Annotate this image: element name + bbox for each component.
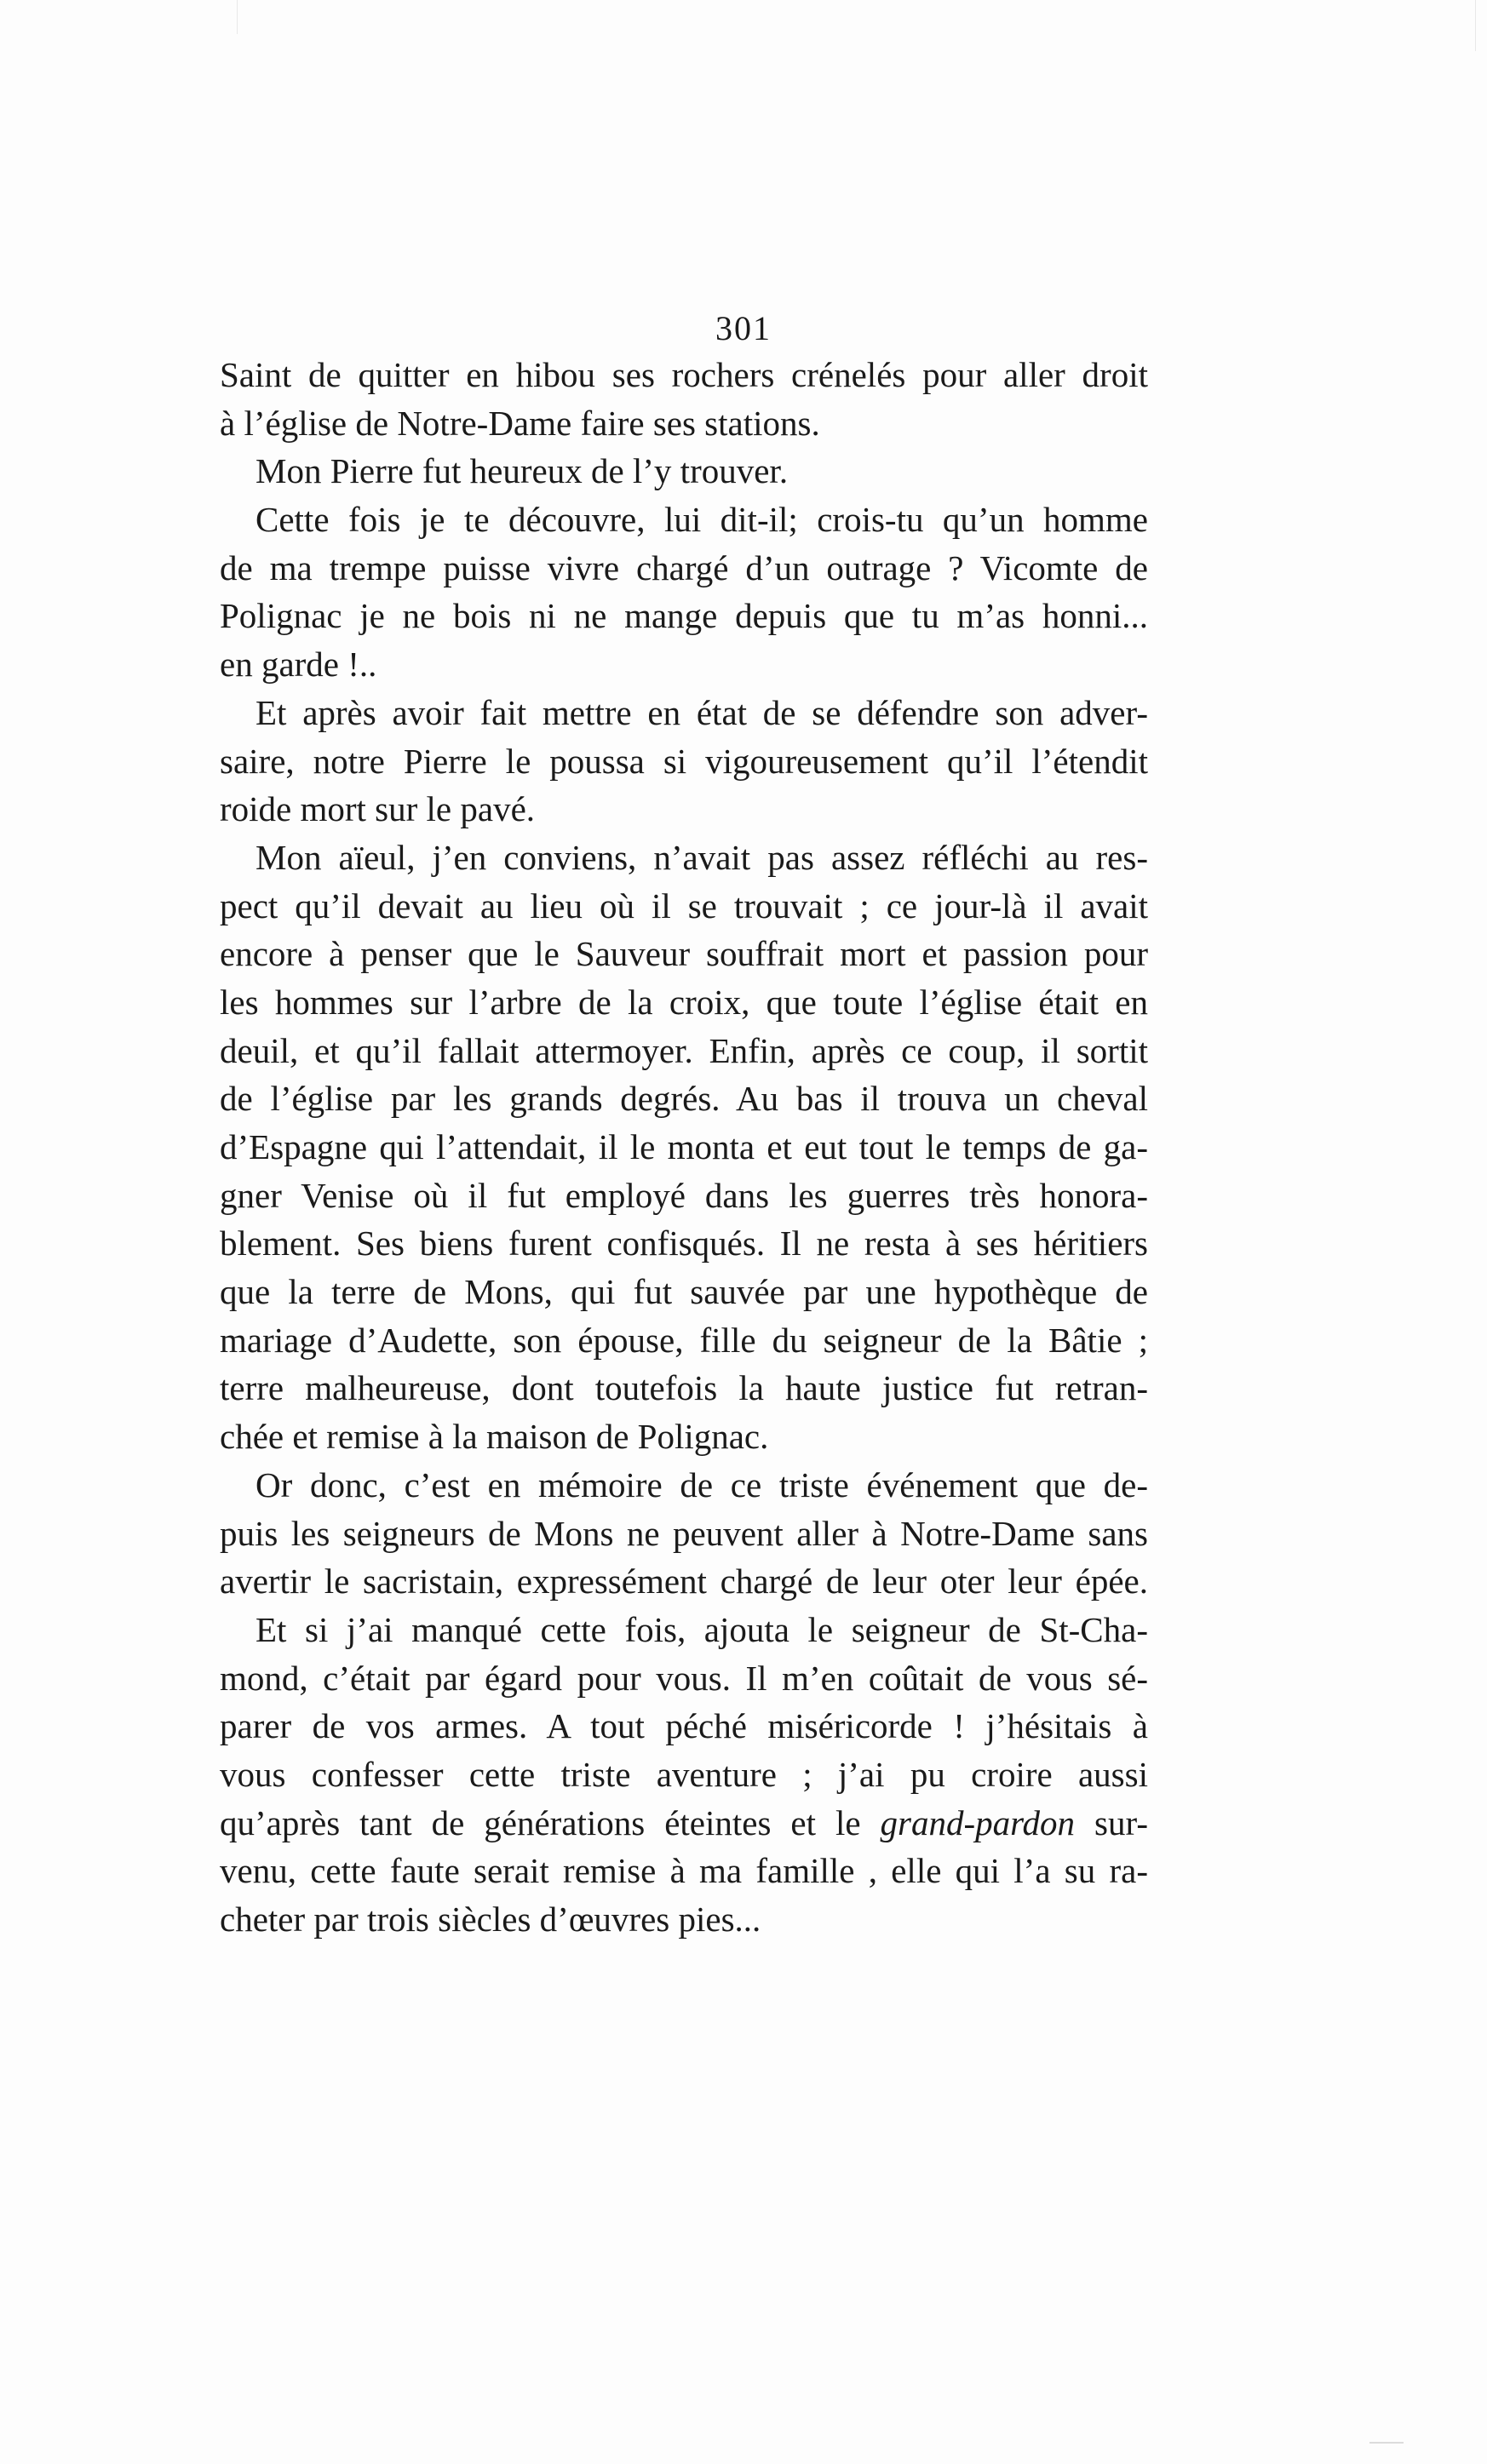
text-line: en garde !.. <box>220 645 377 685</box>
text-line: Mon Pierre fut heureux de l’y trouver. <box>255 451 789 491</box>
text-line: Saint de quitter en hibou ses rochers crénelés pour aller droit <box>220 355 1148 394</box>
text-line: chée et remise à la maison de Polignac. <box>220 1417 769 1457</box>
text-line: pect qu’il devait au lieu où il se trouvait ; ce jour-là il avait <box>220 885 1148 925</box>
text-line: terre malheureuse, dont toutefois la haute justice fut retran- <box>220 1368 1148 1408</box>
text-line: blement. Ses biens furent confisqués. Il ne resta à ses héritiers <box>220 1223 1148 1264</box>
text-line: Polignac je ne bois ni ne mange depuis que tu m’as honni... <box>220 596 1148 636</box>
text-line: venu, cette faute serait remise à ma famille , elle qui l’a su ra- <box>220 1851 1148 1891</box>
text-line: deuil, et qu’il fallait attermoyer. Enfin, après ce coup, il sortit <box>220 1030 1148 1070</box>
text-line: mariage d’Audette, son épouse, fille du seigneur de la Bâtie ; <box>220 1320 1148 1360</box>
text-line: que la terre de Mons, qui fut sauvée par une hypothèque de <box>220 1272 1148 1312</box>
scan-artifact <box>1369 2442 1404 2444</box>
text-line: avertir le sacristain, expressément chargé de leur oter leur épée. <box>220 1561 1148 1602</box>
text-line: Mon aïeul, j’en conviens, n’avait pas assez réfléchi au res- <box>255 837 1148 877</box>
scan-edge-line <box>237 0 238 34</box>
text-line: d’Espagne qui l’attendait, il le monta et eut tout le temps de ga- <box>220 1127 1148 1166</box>
text-line: mond, c’était par égard pour vous. Il m’en coûtait de vous sé- <box>220 1658 1148 1698</box>
page-number: 301 <box>715 309 772 347</box>
text-line: de l’église par les grands degrés. Au bas il trouva un cheval <box>220 1079 1148 1119</box>
text-line: à l’église de Notre-Dame faire ses stations. <box>220 403 820 443</box>
text-line: vous confesser cette triste aventure ; j’ai pu croire aussi <box>220 1754 1148 1794</box>
text-line: de ma trempe puisse vivre chargé d’un outrage ? Vicomte de <box>220 547 1148 587</box>
body-text <box>220 351 1148 1944</box>
text-line: Or donc, c’est en mémoire de ce triste événement que de- <box>255 1464 1148 1504</box>
italic-phrase: grand-pardon <box>880 1802 1076 1842</box>
text-line: Et si j’ai manqué cette fois, ajouta le seigneur de St-Cha- <box>255 1609 1148 1649</box>
text-fragment: qu’après tant de générations éteintes et le <box>220 1802 881 1842</box>
text-line: puis les seigneurs de Mons ne peuvent aller à Notre-Dame sans <box>220 1513 1148 1553</box>
text-line-with-italic <box>220 1799 1148 1848</box>
text-line: saire, notre Pierre le poussa si vigoureusement qu’il l’étendit <box>220 741 1148 781</box>
text-line: cheter par trois siècles d’œuvres pies... <box>220 1900 761 1939</box>
text-line: gner Venise où il fut employé dans les guerres très honora- <box>220 1175 1148 1215</box>
text-line: Cette fois je te découvre, lui dit-il; crois-tu qu’un homme <box>255 500 1148 540</box>
text-line: roide mort sur le pavé. <box>220 789 536 829</box>
text-line: encore à penser que le Sauveur souffrait mort et passion pour <box>220 934 1148 974</box>
text-line: parer de vos armes. A tout péché miséricorde ! j’hésitais à <box>220 1706 1148 1746</box>
text-line: Et après avoir fait mettre en état de se défendre son adver- <box>255 692 1148 732</box>
text-line: les hommes sur l’arbre de la croix, que toute l’église était en <box>220 982 1148 1022</box>
scan-edge-line <box>1475 0 1476 51</box>
text-fragment: sur- <box>1075 1802 1148 1842</box>
